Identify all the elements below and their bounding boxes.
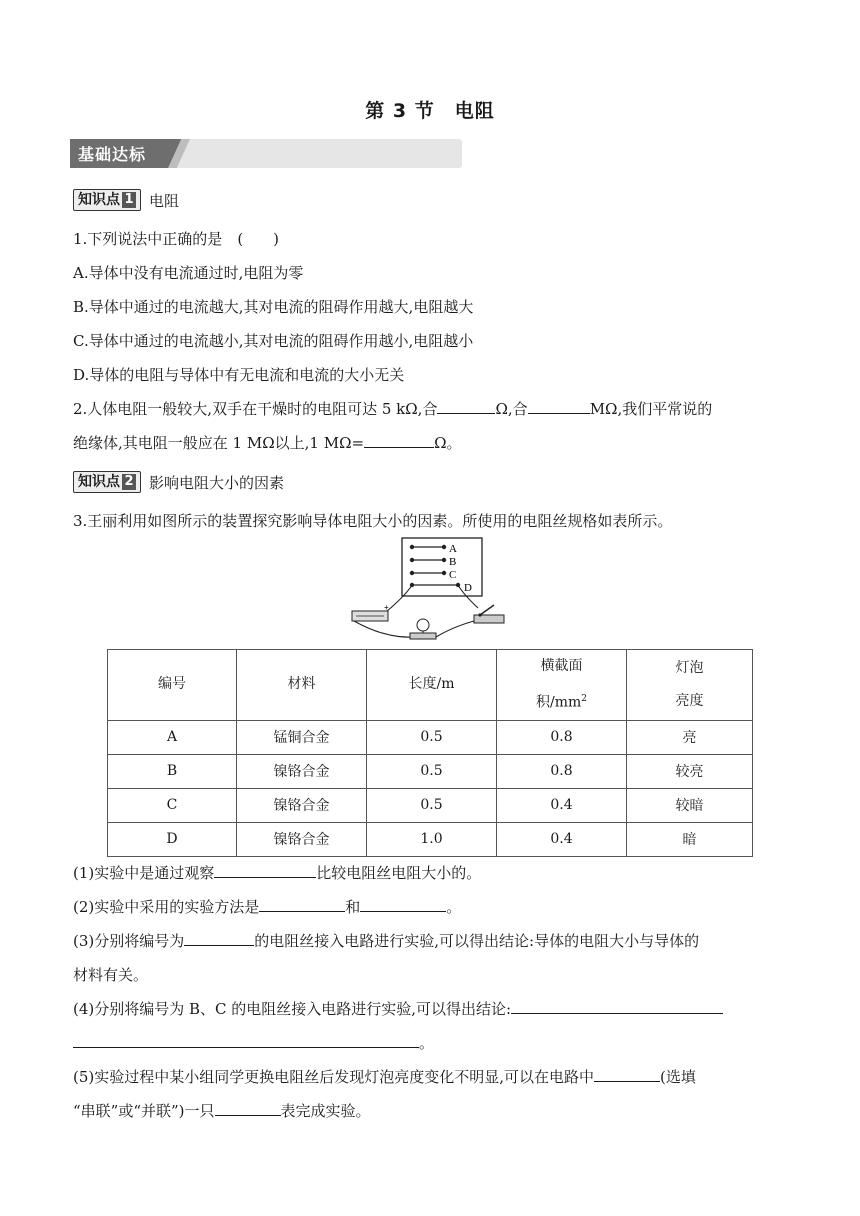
- kp-name: 电阻: [149, 191, 180, 210]
- q3-sub4: [73, 999, 793, 1019]
- table-cell: 0.4: [497, 822, 627, 856]
- kp-badge: [73, 471, 141, 493]
- table-cell: 较暗: [627, 788, 753, 822]
- sub3-text-a: (3)分别将编号为: [73, 932, 185, 950]
- table-cell: 暗: [627, 822, 753, 856]
- q1-option-b: B.导体中通过的电流越大,其对电流的阻碍作用越大,电阻越大: [73, 298, 474, 316]
- table-cell: 0.8: [497, 720, 627, 754]
- q2-text-4: 绝缘体,其电阻一般应在 1 MΩ以上,1 MΩ=: [73, 434, 365, 452]
- sub5-text-c: “串联”或“并联”)一只: [73, 1102, 215, 1120]
- table-cell: D: [108, 822, 237, 856]
- table-header-row: [108, 650, 753, 721]
- table-cell: 0.8: [497, 754, 627, 788]
- table-cell: 0.4: [497, 788, 627, 822]
- sub5-blank-1[interactable]: [594, 1067, 660, 1082]
- sub1-blank[interactable]: [214, 863, 316, 878]
- header-line: [497, 683, 626, 720]
- header-text: 积/mm: [535, 694, 582, 711]
- q3-sub3: [73, 931, 793, 951]
- wire-bottom-left: [354, 621, 416, 637]
- table-cell: B: [108, 754, 237, 788]
- table-cell: 0.5: [367, 788, 497, 822]
- header-cell: 编号: [108, 650, 237, 721]
- table-cell: 镍铬合金: [237, 754, 367, 788]
- sub3-blank[interactable]: [184, 931, 254, 946]
- sub2-blank-1[interactable]: [259, 897, 345, 912]
- q3-sub5-cont: [73, 1101, 793, 1121]
- header-cell: 长度/m: [367, 650, 497, 721]
- kp-badge-text: 知识点: [78, 474, 120, 490]
- q2-text-1: 2.人体电阻一般较大,双手在干燥时的电阻可达 5 kΩ,合: [73, 400, 438, 418]
- kp-number: 1: [122, 192, 136, 208]
- q1-stem: 1.下列说法中正确的是 ( ): [73, 230, 280, 248]
- sub4-text-b: 。: [419, 1034, 435, 1052]
- kp-badge: [73, 189, 141, 211]
- sub5-text-b: (选填: [660, 1068, 696, 1086]
- q3-sub3-cont: 材料有关。: [73, 966, 149, 984]
- sub5-blank-2[interactable]: [215, 1101, 281, 1116]
- q2-line-2: [73, 433, 793, 453]
- circuit-figure: [346, 535, 516, 645]
- q2-line-1: [73, 399, 793, 419]
- table-row: [108, 822, 753, 856]
- wire-label-d: D: [464, 582, 472, 594]
- table-cell: 较亮: [627, 754, 753, 788]
- wire-left: [386, 585, 412, 612]
- q3-sub2: [73, 897, 793, 917]
- q2-text-3: MΩ,我们平常说的: [589, 400, 713, 418]
- table-row: [108, 754, 753, 788]
- header-cell: [497, 650, 627, 721]
- bulb-icon: [410, 619, 436, 639]
- q1-option-a: A.导体中没有电流通过时,电阻为零: [73, 264, 304, 282]
- section-banner: [70, 139, 462, 168]
- table-cell: 0.5: [367, 720, 497, 754]
- header-line: 亮度: [675, 692, 704, 709]
- table-cell: 1.0: [367, 822, 497, 856]
- q2-blank-2[interactable]: [528, 399, 590, 414]
- table-row: [108, 720, 753, 754]
- table-cell: 0.5: [367, 754, 497, 788]
- switch-icon: [474, 605, 504, 623]
- header-line: 灯泡: [675, 659, 704, 676]
- sub4-text-a: (4)分别将编号为 B、C 的电阻丝接入电路进行实验,可以得出结论:: [73, 1000, 512, 1018]
- wire-label-a: A: [449, 543, 457, 555]
- q3-sub1: [73, 863, 793, 883]
- battery-icon: [352, 603, 389, 621]
- kp-number: 2: [122, 474, 136, 490]
- sub1-text-b: 比较电阻丝电阻大小的。: [316, 864, 482, 882]
- q3-stem: 3.王丽利用如图所示的装置探究影响导体电阻大小的因素。所使用的电阻丝规格如表所示。: [73, 512, 673, 530]
- sub3-text-b: 的电阻丝接入电路进行实验,可以得出结论:导体的电阻大小与导体的: [254, 932, 700, 950]
- sub5-text-d: 表完成实验。: [280, 1102, 371, 1120]
- header-cell: [627, 650, 753, 721]
- header-line: 横截面: [540, 658, 583, 674]
- wire-label-c: C: [449, 569, 457, 581]
- sub2-blank-2[interactable]: [360, 897, 446, 912]
- sub5-text-a: (5)实验过程中某小组同学更换电阻丝后发现灯泡亮度变化不明显,可以在电路中: [73, 1068, 595, 1086]
- table-row: [108, 788, 753, 822]
- sub2-text-b: 和: [345, 898, 361, 916]
- table-cell: C: [108, 788, 237, 822]
- table-cell: 锰铜合金: [237, 720, 367, 754]
- resistance-spec-table: [107, 649, 753, 857]
- table-cell: 镍铬合金: [237, 822, 367, 856]
- header-cell: 材料: [237, 650, 367, 721]
- sub2-text-a: (2)实验中采用的实验方法是: [73, 898, 260, 916]
- svg-text:+: +: [384, 603, 389, 612]
- q3-sub5: [73, 1067, 793, 1087]
- q2-blank-3[interactable]: [364, 433, 434, 448]
- banner-label: 基础达标: [78, 145, 147, 164]
- wire-label-b: B: [449, 556, 457, 568]
- knowledge-point-1: [73, 189, 179, 211]
- sub4-blank-1[interactable]: [511, 999, 723, 1014]
- sub2-text-c: 。: [446, 898, 462, 916]
- header-superscript: 2: [581, 694, 587, 704]
- sub1-text-a: (1)实验中是通过观察: [73, 864, 215, 882]
- kp-name: 影响电阻大小的因素: [149, 473, 285, 492]
- knowledge-point-2: [73, 471, 284, 493]
- page-title: 第 3 节 电阻: [365, 100, 495, 122]
- q2-text-2: Ω,合: [495, 400, 528, 418]
- table-cell: 亮: [627, 720, 753, 754]
- q2-blank-1[interactable]: [437, 399, 495, 414]
- q1-option-c: C.导体中通过的电流越小,其对电流的阻碍作用越小,电阻越小: [73, 332, 474, 350]
- table-cell: 镍铬合金: [237, 788, 367, 822]
- table-cell: A: [108, 720, 237, 754]
- q3-sub4-cont: [73, 1033, 793, 1053]
- q1-option-d: D.导体的电阻与导体中有无电流和电流的大小无关: [73, 366, 405, 384]
- q2-text-5: Ω。: [434, 434, 462, 452]
- sub4-blank-2[interactable]: [73, 1033, 419, 1048]
- kp-badge-text: 知识点: [78, 192, 120, 208]
